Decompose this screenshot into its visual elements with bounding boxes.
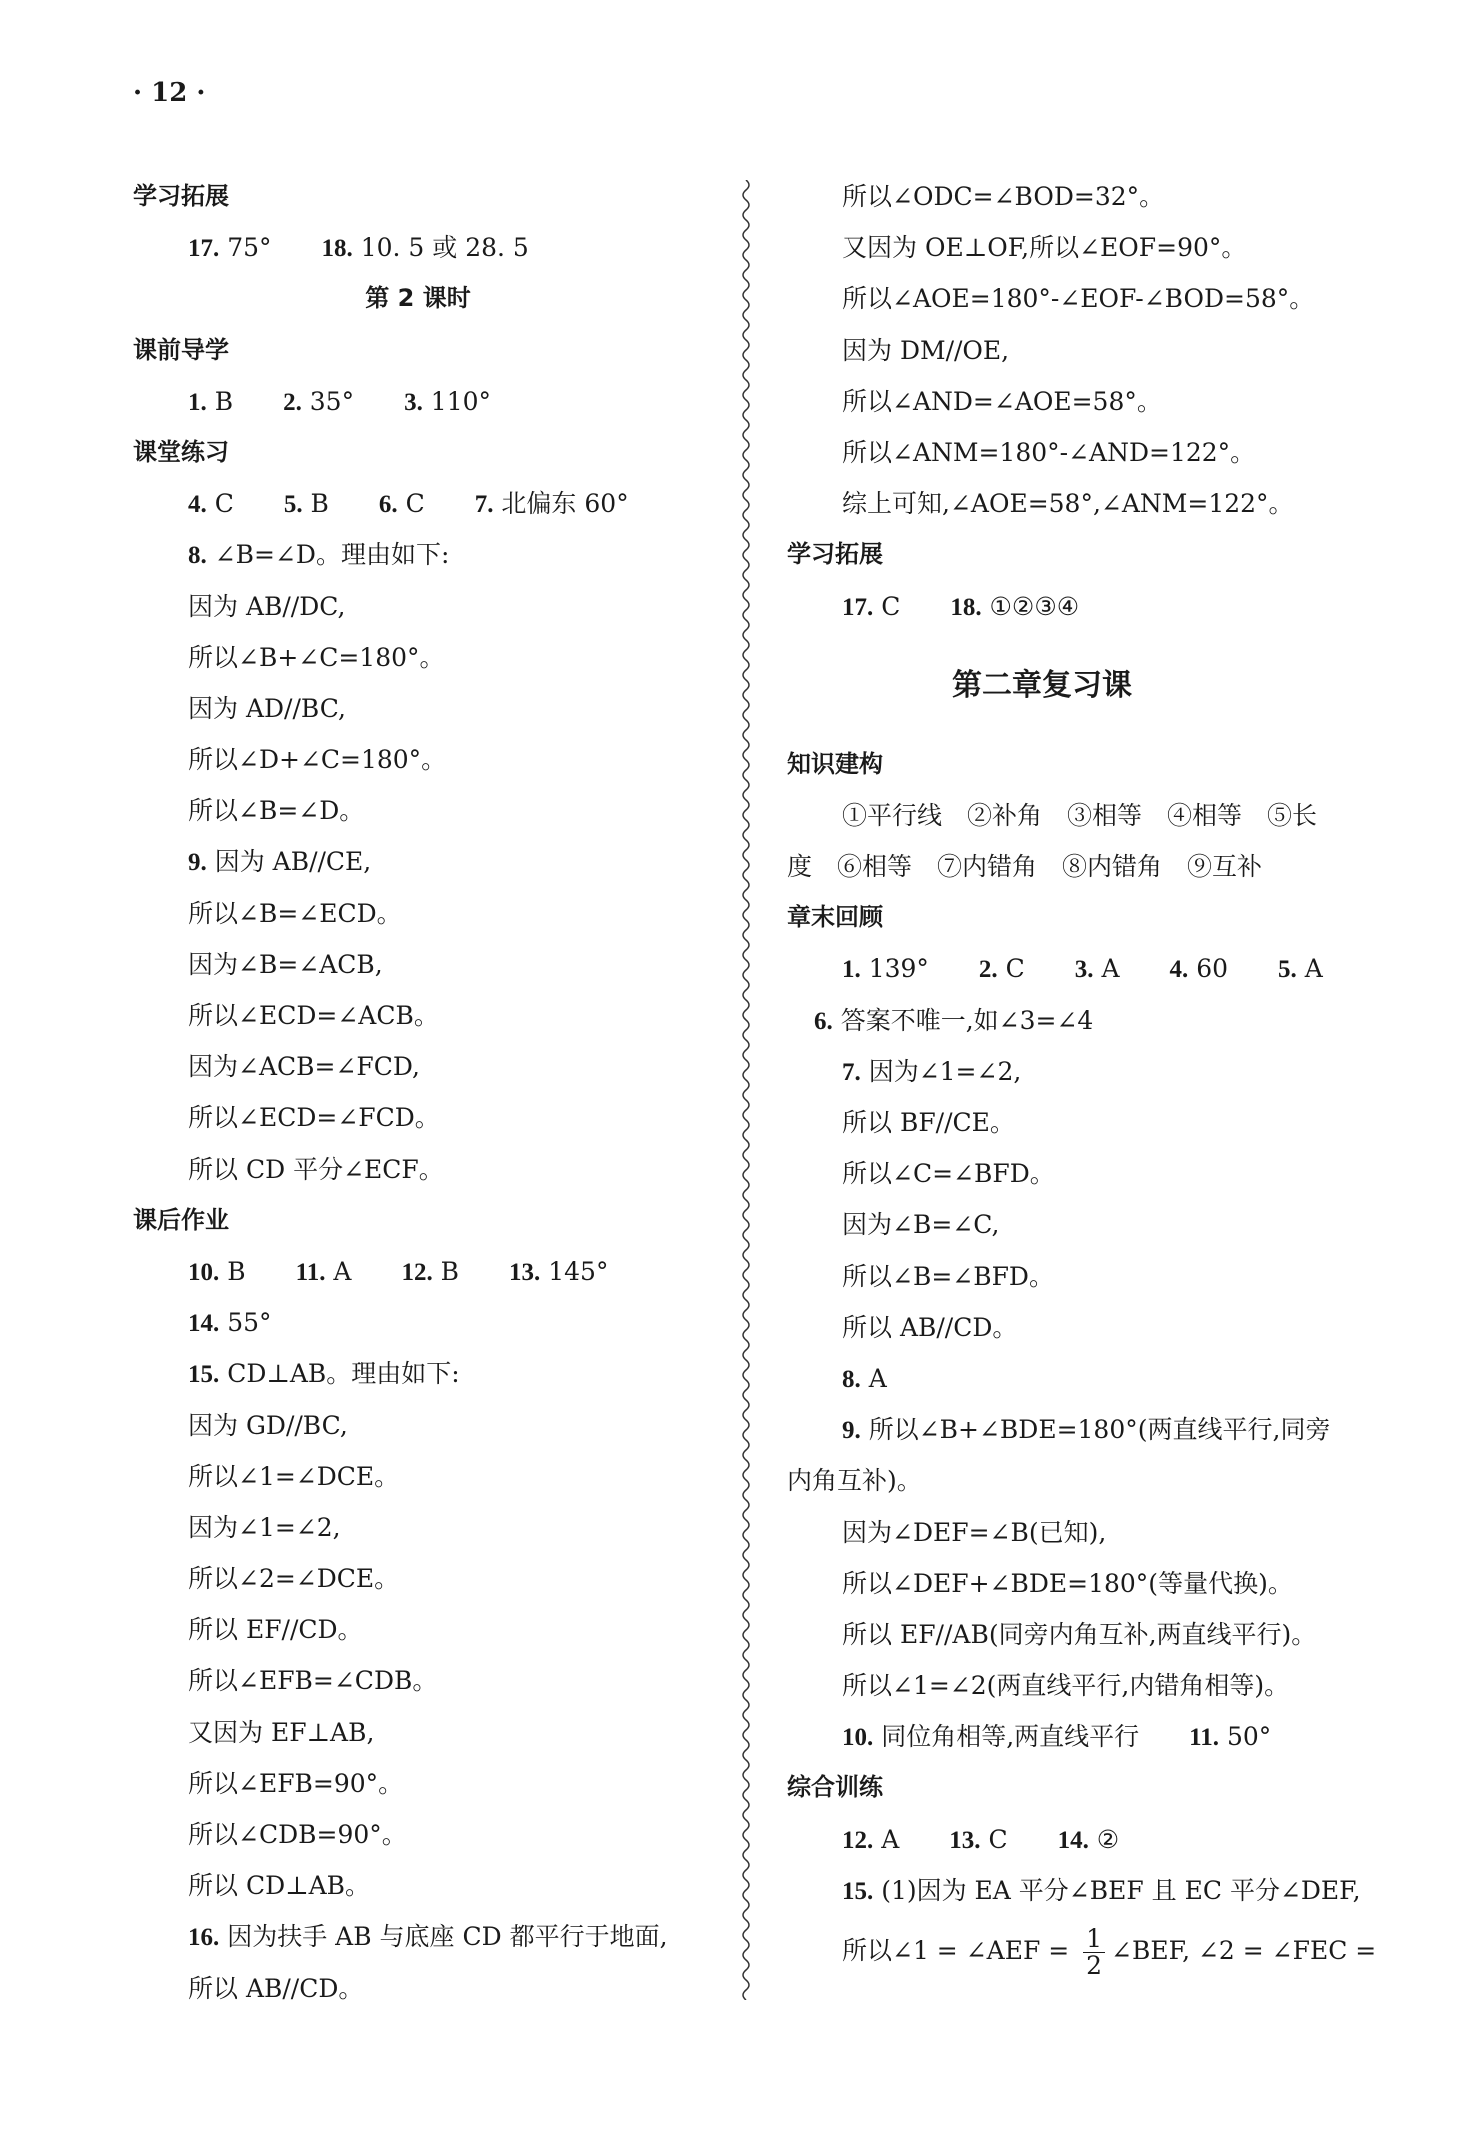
text-line: 所以 EF//AB(同旁内角互补,两直线平行)。 [842,1619,1317,1649]
formula-text: ∠BEF, ∠2 = ∠FEC = [1111,1936,1377,1965]
section-heading: 课前导学 [133,335,229,364]
answer-number: 4. [1169,956,1189,984]
answer-text: B [432,1256,460,1286]
answer-text: 因为扶手 AB 与底座 CD 都平行于地面, [219,1922,668,1952]
answer-number: 8. [842,1365,861,1393]
answer-item [188,1348,460,1400]
answer-row [787,943,1387,994]
text-line: 所以∠C=∠BFD。 [842,1159,1055,1189]
answer-row [787,1404,1387,1455]
answer-text: 110° [422,386,492,416]
answer-item [475,478,629,530]
answer-item [842,1353,887,1405]
answer-text: A [1296,954,1323,984]
answer-row [787,581,1387,632]
answer-row [133,222,733,273]
text-line: 所以∠B=∠ECD。 [188,898,402,928]
answer-item [322,222,529,274]
text-line: 所以 AB//CD。 [188,1973,364,2003]
answer-text: 145° [540,1256,609,1286]
answer-number: 10. [842,1724,874,1752]
answer-text: ①②③④ [981,591,1080,621]
answer-row [133,478,733,529]
answer-text: 75° [219,233,272,263]
text-line: 所以 EF//CD。 [188,1615,363,1645]
text-line: 因为 GD//BC, [188,1410,348,1440]
answer-row [133,376,733,427]
answer-number: 15. [188,1361,220,1389]
section-heading: 综合训练 [787,1773,883,1802]
answer-number: 11. [295,1258,326,1286]
answer-text: 所以∠B+∠BDE=180°(两直线平行,同旁 [860,1415,1331,1445]
text-line: 所以∠ANM=180°-∠AND=122°。 [842,437,1256,467]
answer-number: 1. [842,956,861,984]
answer-item [188,1297,272,1349]
answer-number: 18. [950,593,982,621]
section-heading: 课堂练习 [133,437,229,466]
answer-text: ② [1088,1824,1120,1854]
answer-item [283,376,354,428]
answer-number: 13. [949,1826,981,1854]
answer-text: 50° [1219,1722,1272,1752]
text-line: 内角互补)。 [787,1466,922,1496]
answer-row [133,1297,733,1348]
answer-text: C [397,489,425,519]
fraction-numerator: 1 [1083,1926,1105,1953]
answer-item [188,1246,246,1298]
answer-text: 因为 AB//CE, [206,847,372,877]
answer-row [133,529,733,580]
answer-number: 12. [401,1258,433,1286]
answer-row [133,836,733,887]
answer-number: 8. [188,542,207,570]
answer-text: 60 [1188,954,1229,984]
fraction-denominator: 2 [1086,1951,1103,1980]
fraction [1083,1926,1105,1979]
answer-item [979,943,1025,995]
answer-text: 10. 5 或 28. 5 [352,233,529,263]
answer-item [842,581,900,633]
text-line: 所以∠AND=∠AOE=58°。 [842,386,1162,416]
text-line: 因为 AD//BC, [188,693,346,723]
text-line: 所以∠2=∠DCE。 [188,1564,400,1594]
answer-item [401,1246,459,1298]
text-line: 所以∠ECD=∠ACB。 [188,1001,439,1030]
lesson-heading: 第 2 课时 [365,284,471,313]
text-line: 所以∠EFB=∠CDB。 [188,1666,438,1696]
answer-row [787,1046,1387,1097]
text-line: 所以∠B=∠D。 [188,796,365,826]
answer-number: 15. [842,1877,874,1905]
answer-number: 9. [188,849,207,877]
text-line: 因为∠1=∠2, [188,1512,341,1542]
answer-item [188,376,233,428]
answer-item [188,478,234,530]
answer-text: A [873,1824,900,1854]
answer-number: 12. [842,1826,874,1854]
answer-number: 17. [188,235,220,263]
answer-item [950,581,1079,633]
answer-item [1058,1814,1120,1866]
answer-text: (1)因为 EA 平分∠BEF 且 EC 平分∠DEF, [873,1875,1361,1905]
section-heading: 章末回顾 [787,903,883,932]
answer-item [842,943,929,995]
text-line: 所以∠B=∠BFD。 [842,1261,1054,1291]
answer-text: C [980,1824,1008,1854]
answer-number: 7. [842,1058,861,1086]
answer-item [842,1404,1330,1456]
text-line: 因为∠B=∠C, [842,1210,1000,1240]
answer-item [1075,943,1120,995]
chapter-title: 第二章复习课 [952,667,1132,703]
text-line: 因为∠DEF=∠B(已知), [842,1517,1107,1547]
answer-text: C [997,954,1025,984]
answer-item [284,478,329,530]
answer-number: 2. [283,388,302,416]
text-line: 因为∠B=∠ACB, [188,949,383,979]
answer-number: 7. [474,491,494,519]
answer-row [787,1814,1387,1865]
text-line: 度 ⑥相等 ⑦内错角 ⑧内错角 ⑨互补 [787,852,1263,882]
section-heading: 课后作业 [133,1205,229,1234]
text-line: 所以∠CDB=90°。 [188,1820,407,1849]
answer-row [133,1246,733,1297]
answer-text: 同位角相等,两直线平行 [873,1722,1140,1752]
text-line: 所以∠B+∠C=180°。 [188,642,445,672]
answer-item [842,1814,899,1866]
answer-row [787,1353,1387,1404]
text-line: 所以∠AOE=180°-∠EOF-∠BOD=58°。 [842,284,1315,314]
answer-text: C [873,591,901,621]
answer-number: 9. [842,1417,861,1445]
answer-number: 11. [1189,1724,1220,1752]
answer-number: 14. [1057,1826,1089,1854]
answer-item [296,1246,352,1298]
answer-item [842,1865,1361,1917]
answer-item [1278,943,1323,995]
answer-item [814,995,1093,1047]
answer-text: B [219,1256,246,1286]
left-column [133,171,733,2014]
formula-line [787,1916,1387,1986]
answer-item [509,1246,608,1298]
answer-number: 10. [188,1258,220,1286]
answer-number: 14. [188,1310,220,1338]
answer-item [842,1046,1021,1098]
section-heading: 知识建构 [787,749,883,778]
answer-number: 5. [283,491,303,519]
formula-text: 所以∠1 = ∠AEF = [842,1936,1078,1965]
answer-text: 答案不唯一,如∠3=∠4 [832,1005,1094,1035]
text-line: 所以∠ODC=∠BOD=32°。 [842,182,1165,211]
answer-number: 2. [978,956,998,984]
answer-text: C [206,489,234,519]
answer-item [379,478,425,530]
text-line: 又因为 OE⊥OF,所以∠EOF=90°。 [842,233,1247,263]
answer-row [787,1711,1387,1762]
answer-item [842,1711,1139,1763]
answer-text: A [1093,954,1120,984]
answer-number: 6. [814,1007,833,1035]
answer-item [1170,943,1229,995]
text-line: 所以∠EFB=90°。 [188,1768,404,1798]
text-line: 所以 BF//CE。 [842,1108,1015,1137]
answer-number: 1. [188,388,207,416]
text-line: 所以 AB//CD。 [842,1312,1018,1342]
answer-row [787,1865,1387,1916]
text-line: 因为 DM//OE, [842,335,1010,365]
answer-text: ∠B=∠D。理由如下: [206,540,450,570]
text-line: 所以∠1=∠DCE。 [188,1461,400,1491]
answer-item [404,376,491,428]
answer-text: A [860,1363,887,1393]
answer-row [787,995,1387,1046]
answer-text: 35° [301,386,355,416]
column-divider-wavy [736,180,756,2000]
text-line: 综上可知,∠AOE=58°,∠ANM=122°。 [842,489,1294,519]
answer-number: 4. [188,491,207,519]
text-line: 所以∠D+∠C=180°。 [188,745,447,775]
page-number: · 12 · [133,78,206,108]
text-line: 所以 CD 平分∠ECF。 [188,1154,444,1184]
text-line: 因为∠ACB=∠FCD, [188,1052,420,1082]
answer-item [188,222,272,274]
answer-text: 北偏东 60° [493,489,629,519]
answer-text: A [325,1256,352,1286]
answer-number: 17. [842,593,874,621]
text-line: 所以 CD⊥AB。 [188,1871,371,1901]
answer-number: 13. [509,1258,541,1286]
text-line: 因为 AB//DC, [188,591,346,621]
answer-text: 139° [860,954,929,984]
text-line: 所以∠DEF+∠BDE=180°(等量代换)。 [842,1568,1293,1598]
answer-text: CD⊥AB。理由如下: [219,1359,460,1389]
answer-text: B [206,386,234,416]
answer-number: 16. [188,1924,220,1952]
text-line: ①平行线 ②补角 ③相等 ④相等 ⑤长 [842,800,1318,830]
text-line: 又因为 EF⊥AB, [188,1717,375,1747]
answer-text: 因为∠1=∠2, [860,1056,1022,1086]
answer-item [1189,1711,1271,1763]
answer-row [133,1348,733,1399]
answer-row [133,1911,733,1962]
answer-number: 3. [404,388,423,416]
answer-number: 3. [1074,956,1094,984]
right-column [787,171,1387,1986]
text-line: 所以∠1=∠2(两直线平行,内错角相等)。 [842,1671,1290,1701]
section-heading: 学习拓展 [787,540,883,569]
answer-item [188,836,371,888]
answer-number: 5. [1278,956,1297,984]
answer-item [188,1911,668,1963]
text-line: 所以∠ECD=∠FCD。 [188,1103,440,1133]
answer-number: 6. [378,491,398,519]
answer-item [949,1814,1007,1866]
section-heading: 学习拓展 [133,182,229,210]
answer-number: 18. [321,235,353,263]
answer-item [188,529,449,581]
answer-text: B [302,489,329,519]
answer-text: 55° [219,1308,272,1338]
